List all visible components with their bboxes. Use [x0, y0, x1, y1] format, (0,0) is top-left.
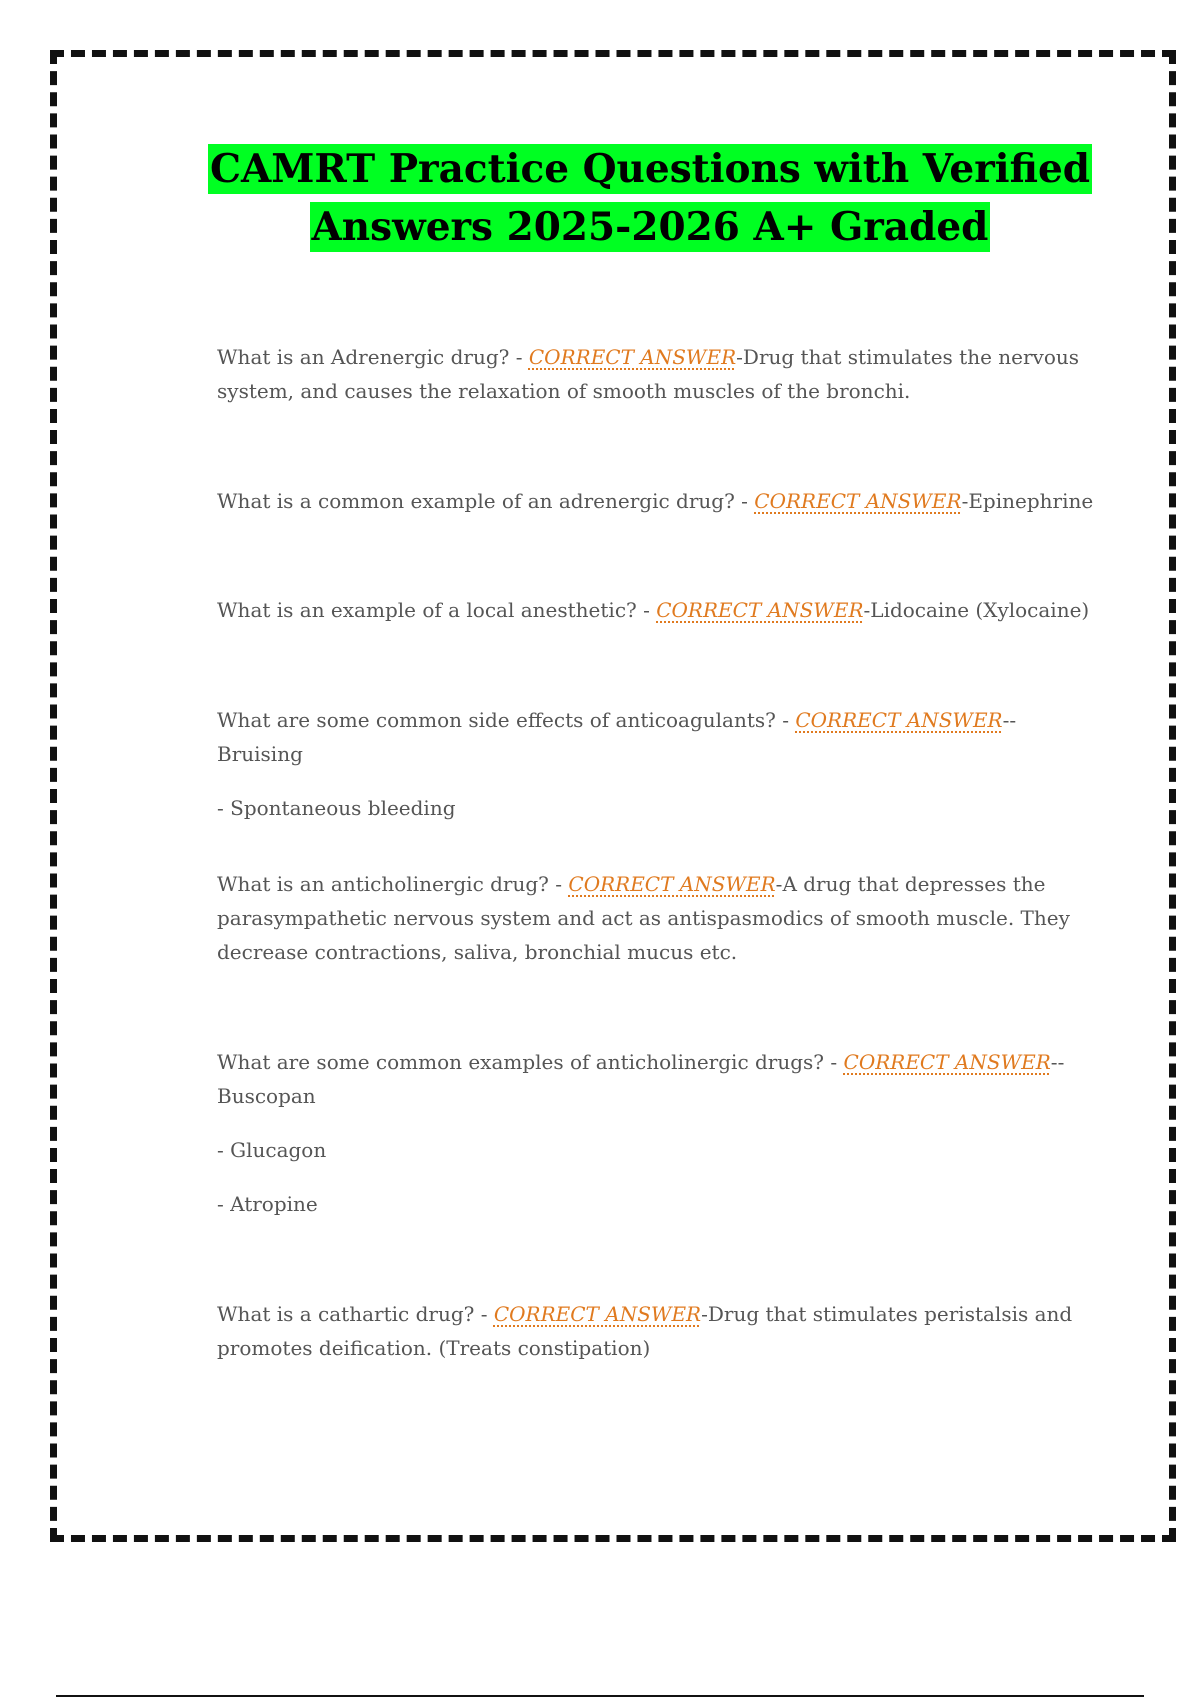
qa-item [217, 484, 1097, 518]
separator: - [830, 1050, 838, 1074]
question-text: What are some common side effects of anticoagulants? [217, 708, 776, 732]
qa-item [217, 867, 1097, 969]
separator: - [782, 708, 789, 732]
separator: - [643, 598, 650, 622]
answer-text: - Bruising [217, 708, 1017, 766]
correct-answer-tag: CORRECT ANSWER [656, 598, 864, 622]
separator: - [555, 872, 563, 896]
separator: - [1002, 708, 1010, 732]
qa-paragraph [217, 484, 1097, 518]
qa-paragraph [217, 703, 1097, 771]
answer-text: - Buscopan [217, 1050, 1065, 1108]
title-line-1: CAMRT Practice Questions with Verified [209, 146, 1091, 192]
separator: - [775, 872, 783, 896]
correct-answer-tag: CORRECT ANSWER [568, 872, 776, 896]
answer-text: Drug that stimulates the nervous system, and causes the relaxation of smooth muscles of the bronchi. [217, 345, 1080, 403]
separator: - [736, 345, 743, 369]
correct-answer-tag: CORRECT ANSWER [843, 1050, 1051, 1074]
question-text: What is a cathartic drug? [217, 1302, 475, 1326]
question-text: What is a common example of an adrenergic drug? [217, 489, 735, 513]
qa-paragraph [217, 340, 1097, 408]
question-text: What is an Adrenergic drug? [217, 345, 510, 369]
qa-item [217, 703, 1097, 825]
separator: - [701, 1302, 708, 1326]
question-text: What are some common examples of anticholinergic drugs? [217, 1050, 825, 1074]
question-text: What is an example of a local anesthetic? [217, 598, 637, 622]
correct-answer-tag: CORRECT ANSWER [493, 1302, 702, 1326]
separator: - [480, 1302, 488, 1326]
answer-text: Epinephrine [968, 489, 1094, 513]
question-text: What is an anticholinergic drug? [217, 872, 549, 896]
qa-item [217, 593, 1097, 627]
answer-list-item: - Atropine [217, 1192, 318, 1216]
answer-list-item: - Glucagon [217, 1138, 327, 1162]
answer-list-item: - Spontaneous bleeding [217, 796, 456, 820]
correct-answer-tag: CORRECT ANSWER [795, 708, 1003, 732]
qa-paragraph [217, 1297, 1097, 1365]
document-title [130, 140, 1170, 256]
separator: - [961, 489, 969, 513]
footer-rule [56, 1695, 1144, 1697]
correct-answer-tag: CORRECT ANSWER [528, 345, 737, 369]
qa-paragraph [217, 593, 1097, 627]
qa-item [217, 1045, 1097, 1221]
correct-answer-tag: CORRECT ANSWER [754, 489, 962, 513]
title-line-2: Answers 2025-2026 A+ Graded [311, 204, 989, 250]
qa-paragraph [217, 1045, 1097, 1113]
separator: - [1050, 1050, 1058, 1074]
qa-item [217, 1297, 1097, 1365]
answer-text: Lidocaine (Xylocaine) [870, 598, 1090, 622]
separator: - [515, 345, 523, 369]
answer-text: Drug that stimulates peristalsis and promotes deification. (Treats constipation) [217, 1302, 1073, 1360]
qa-item [217, 340, 1097, 408]
separator: - [741, 489, 748, 513]
separator: - [863, 598, 871, 622]
answer-text: A drug that depresses the parasympathetic nervous system and act as antispasmodics of smooth muscle. They decrease contractions, saliva, bronchial mucus etc. [217, 872, 1070, 964]
qa-paragraph [217, 867, 1097, 969]
